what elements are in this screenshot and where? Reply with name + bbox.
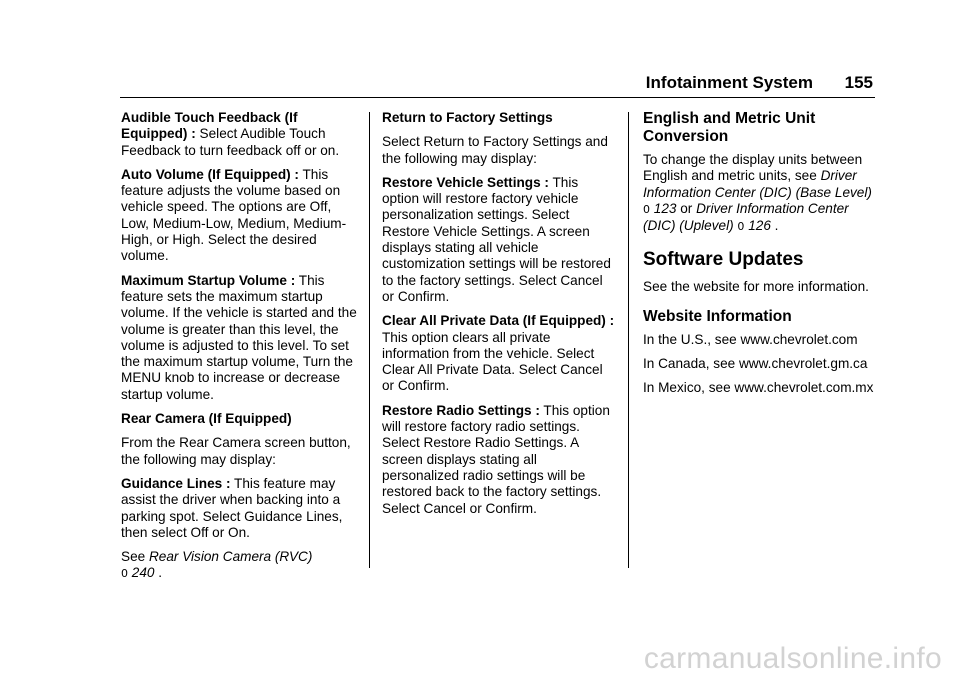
paragraph-software-updates: See the website for more information. [643, 279, 869, 295]
header-divider [120, 97, 875, 98]
heading-rear-camera: Rear Camera (If Equipped) [121, 411, 292, 427]
text-audible-touch: Select Audible Touch Feedback to turn feedback off or on. [121, 126, 340, 158]
paragraph-clear-private-data [382, 313, 617, 394]
text-or: or [676, 200, 697, 216]
term-guidance-lines: Guidance Lines : [121, 475, 231, 491]
term-max-startup-volume: Maximum Startup Volume : [121, 272, 296, 288]
column-divider-left [369, 112, 370, 568]
page-ref-icon: 0 [737, 220, 745, 234]
text-unit-conversion: To change the display units between English and metric units, see [643, 152, 863, 184]
paragraph-website-canada: In Canada, see www.chevrolet.gm.ca [643, 356, 868, 372]
page-ref-icon: 0 [643, 202, 650, 216]
paragraph-auto-volume [121, 167, 359, 265]
text-restore-vehicle: This option will restore factory vehicle personalization settings. Select Restore Vehicle Settings. A screen displays stating all vehicle customization settings will be restored to the factory settings. Select Cancel or Confirm. [382, 174, 611, 304]
page-number: 155 [844, 73, 873, 92]
term-clear-private-data: Clear All Private Data (If Equipped) : [382, 313, 615, 329]
paragraph-see-rvc [121, 549, 359, 583]
paragraph-restore-radio [382, 403, 617, 517]
text-clear-private-data: This option clears all private information from the vehicle. Select Clear All Private Data. Select Cancel or Confirm. [382, 329, 603, 394]
term-audible-touch: Audible Touch Feedback (If Equipped) : [121, 110, 298, 142]
text-max-startup-volume: This feature sets the maximum startup volume. If the vehicle is started and the volume is greater than this level, the volume is adjusted to this level. To set the maximum startup volume, Turn the MENU knob to increase or decrease startup volume. [121, 272, 357, 402]
column-divider-right [628, 112, 629, 568]
heading-website-information: Website Information [643, 307, 792, 325]
paragraph-website-mexico: In Mexico, see www.chevrolet.com.mx [643, 380, 874, 396]
watermark-text: carmanualsonline.info [643, 642, 942, 675]
paragraph-restore-vehicle [382, 175, 617, 305]
section-title: Infotainment System [645, 73, 813, 92]
text-period: . [154, 565, 163, 581]
link-dic-base[interactable]: Driver Information Center (DIC) (Base Level) [643, 168, 872, 200]
column-left [121, 110, 359, 591]
paragraph-website-us: In the U.S., see www.chevrolet.com [643, 331, 858, 347]
column-middle [382, 110, 617, 525]
page-header [120, 70, 875, 96]
page-ref-240[interactable]: 240 [131, 565, 155, 581]
page-ref-icon: 0 [121, 567, 128, 581]
term-auto-volume: Auto Volume (If Equipped) : [121, 166, 299, 182]
page-ref-123[interactable]: 123 [653, 200, 677, 216]
text-auto-volume: This feature adjusts the volume based on vehicle speed. The options are Off, Low, Medium-Low, Medium, Medium-High, or High. Select the desired volume. [121, 166, 347, 264]
term-restore-vehicle: Restore Vehicle Settings : [382, 174, 549, 190]
column-right [643, 110, 878, 405]
paragraph-audible-touch [121, 110, 359, 159]
heading-factory-settings: Return to Factory Settings [382, 110, 553, 125]
heading-software-updates: Software Updates [643, 249, 804, 271]
link-dic-uplevel[interactable]: Driver Information Center (DIC) (Uplevel) [643, 200, 849, 234]
text-see: See [121, 549, 149, 565]
text-period: . [770, 218, 779, 234]
paragraph-factory-settings: Select Return to Factory Settings and the following may display: [382, 134, 608, 166]
term-restore-radio: Restore Radio Settings : [382, 402, 540, 418]
link-rear-vision-camera[interactable]: Rear Vision Camera (RVC) [148, 549, 313, 565]
paragraph-guidance-lines [121, 476, 359, 541]
page-ref-126[interactable]: 126 [748, 218, 771, 234]
heading-unit-conversion: English and Metric Unit Conversion [643, 110, 816, 145]
text-guidance-lines: This feature may assist the driver when backing into a parking spot. Select Guidance Lines, then select Off or On. [121, 475, 343, 540]
text-restore-radio: This option will restore factory radio settings. Select Restore Radio Settings. A screen displays stating all personalized radio settings will be restored back to the factory settings. Select Cancel or Confirm. [382, 402, 610, 516]
paragraph-rear-camera: From the Rear Camera screen button, the following may display: [121, 435, 351, 467]
paragraph-unit-conversion [643, 152, 878, 235]
paragraph-max-startup-volume [121, 273, 359, 403]
